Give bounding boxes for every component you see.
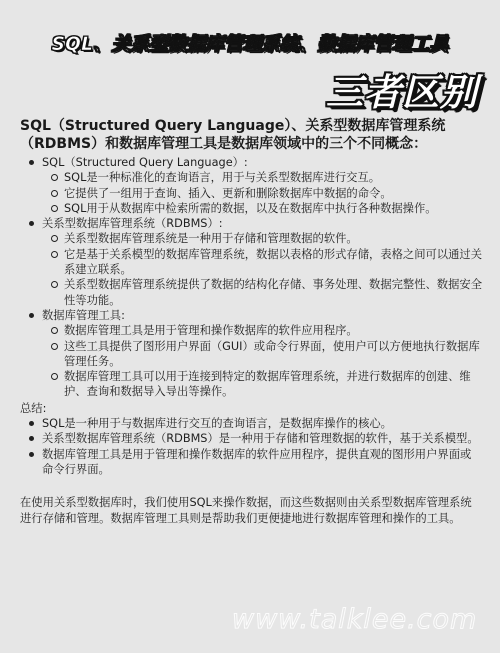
list-item: 关系型数据库管理系统是一种用于存储和管理数据的软件。 xyxy=(42,231,482,246)
list-item: 关系型数据库管理系统（RDBMS）是一种用于存储和管理数据的软件，基于关系模型。 xyxy=(20,431,482,446)
concept-points xyxy=(42,323,482,399)
page-subtitle: 三者区别 xyxy=(326,71,478,114)
list-item: 它提供了一组用于查询、插入、更新和删除数据库中数据的命令。 xyxy=(42,186,482,201)
concept-points xyxy=(42,231,482,307)
concept-label: 数据库管理工具: xyxy=(42,308,125,322)
list-item: SQL用于从数据库中检索所需的数据，以及在数据库中执行各种数据操作。 xyxy=(42,201,482,216)
list-item: 数据库管理工具是用于管理和操作数据库的软件应用程序，提供直观的图形用户界面或命令行界面。 xyxy=(20,447,482,478)
concept-sql xyxy=(20,155,482,216)
list-item: 数据库管理工具是用于管理和操作数据库的软件应用程序。 xyxy=(42,323,482,338)
intro-heading: SQL（Structured Query Language）、关系型数据库管理系统（RDBMS）和数据库管理工具是数据库领域中的三个不同概念： xyxy=(20,118,446,152)
list-item: SQL是一种用于与数据库进行交互的查询语言，是数据库操作的核心。 xyxy=(20,416,482,431)
concept-rdbms xyxy=(20,216,482,308)
list-item: SQL是一种标准化的查询语言，用于与关系型数据库进行交互。 xyxy=(42,170,482,185)
concept-list xyxy=(20,155,482,400)
list-item: 数据库管理工具可以用于连接到特定的数据库管理系统，并进行数据库的创建、维护、查询和数据导入导出等操作。 xyxy=(42,369,482,400)
list-item: 它是基于关系模型的数据库管理系统，数据以表格的形式存储，表格之间可以通过关系建立联系。 xyxy=(42,247,482,278)
list-item: 这些工具提供了图形用户界面（GUI）或命令行界面，使用户可以方便地执行数据库管理任务。 xyxy=(42,339,482,370)
page-title: SQL、关系型数据库管理系统、数据库管理工具 xyxy=(51,34,449,55)
summary-label: 总结: xyxy=(20,401,47,415)
list-item: 关系型数据库管理系统提供了数据的结构化存储、事务处理、数据完整性、数据安全性等功能。 xyxy=(42,277,482,308)
article-body xyxy=(20,118,482,526)
concept-label: 关系型数据库管理系统（RDBMS）: xyxy=(42,217,223,231)
concept-points xyxy=(42,170,482,216)
concept-db-tools xyxy=(20,308,482,400)
closing-paragraph: 在使用关系型数据库时，我们使用SQL来操作数据，而这些数据则由关系型数据库管理系统进行存储和管理。数据库管理工具则是帮助我们更便捷地进行数据库管理和操作的工具。 xyxy=(20,496,472,525)
summary-list xyxy=(20,416,482,477)
concept-label: SQL（Structured Query Language）: xyxy=(42,156,248,169)
watermark-text: www.talklee.com xyxy=(232,604,478,635)
